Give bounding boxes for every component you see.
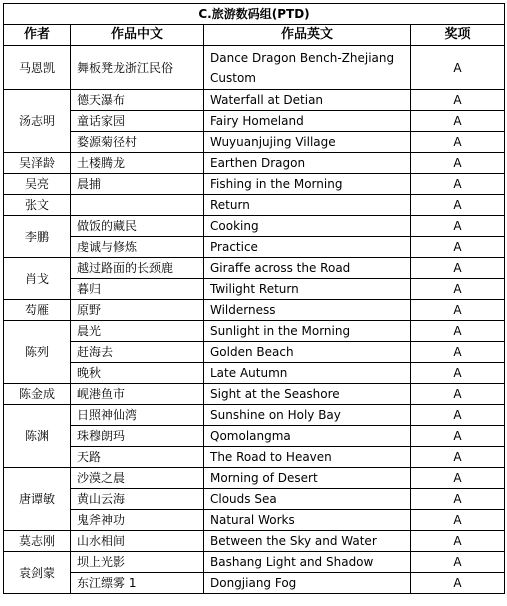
award-cell: A	[411, 447, 505, 468]
en-title-cell: Sunshine on Holy Bay	[204, 405, 411, 426]
award-cell: A	[411, 258, 505, 279]
cn-title-cell: 东江缥雾 1	[71, 573, 204, 594]
en-title-cell: Clouds Sea	[204, 489, 411, 510]
author-cell: 陈渊	[4, 405, 71, 468]
award-cell: A	[411, 90, 505, 111]
cn-title-cell: 婺源菊径村	[71, 132, 204, 153]
en-title-cell: Practice	[204, 237, 411, 258]
cn-title-cell: 赶海去	[71, 342, 204, 363]
cn-title-cell: 越过路面的长颈鹿	[71, 258, 204, 279]
en-title-cell: Fairy Homeland	[204, 111, 411, 132]
en-title-cell: Giraffe across the Road	[204, 258, 411, 279]
author-cell: 陈列	[4, 321, 71, 384]
table-row	[4, 405, 505, 426]
table-row	[4, 279, 505, 300]
award-cell: A	[411, 216, 505, 237]
en-title-cell: Natural Works	[204, 510, 411, 531]
award-cell: A	[411, 153, 505, 174]
author-cell: 李鹏	[4, 216, 71, 258]
award-cell: A	[411, 237, 505, 258]
award-cell: A	[411, 195, 505, 216]
table-row	[4, 258, 505, 279]
en-title-cell: Dance Dragon Bench-Zhejiang Custom	[204, 46, 411, 90]
table-row	[4, 111, 505, 132]
header-en-title: 作品英文	[204, 25, 411, 46]
table-title: C.旅游数码组(PTD)	[4, 4, 505, 25]
cn-title-cell: 晚秋	[71, 363, 204, 384]
cn-title-cell: 土楼腾龙	[71, 153, 204, 174]
award-cell: A	[411, 321, 505, 342]
table-row	[4, 300, 505, 321]
author-cell: 袁剑蒙	[4, 552, 71, 594]
table-row	[4, 342, 505, 363]
table-row	[4, 531, 505, 552]
award-cell: A	[411, 132, 505, 153]
cn-title-cell: 虔诚与修炼	[71, 237, 204, 258]
cn-title-cell	[71, 195, 204, 216]
cn-title-cell: 珠穆朗玛	[71, 426, 204, 447]
en-title-cell: Twilight Return	[204, 279, 411, 300]
table-row	[4, 363, 505, 384]
cn-title-cell: 晨捕	[71, 174, 204, 195]
table-row	[4, 195, 505, 216]
award-cell: A	[411, 111, 505, 132]
table-row	[4, 153, 505, 174]
cn-title-cell: 沙漠之晨	[71, 468, 204, 489]
award-cell: A	[411, 279, 505, 300]
table-row	[4, 384, 505, 405]
en-title-cell: Dongjiang Fog	[204, 573, 411, 594]
en-title-cell: Between the Sky and Water	[204, 531, 411, 552]
award-cell: A	[411, 426, 505, 447]
en-title-cell: Return	[204, 195, 411, 216]
table-row	[4, 132, 505, 153]
award-cell: A	[411, 405, 505, 426]
awards-table-body	[4, 4, 505, 594]
cn-title-cell: 黄山云海	[71, 489, 204, 510]
header-author: 作者	[4, 25, 71, 46]
table-row	[4, 321, 505, 342]
award-cell: A	[411, 468, 505, 489]
en-title-cell: Sunlight in the Morning	[204, 321, 411, 342]
table-row	[4, 237, 505, 258]
header-cn-title: 作品中文	[71, 25, 204, 46]
cn-title-cell: 日照神仙湾	[71, 405, 204, 426]
title-row	[4, 4, 505, 25]
header-row	[4, 25, 505, 46]
table-row	[4, 46, 505, 90]
table-row	[4, 426, 505, 447]
award-cell: A	[411, 552, 505, 573]
author-cell: 芶雁	[4, 300, 71, 321]
author-cell: 张文	[4, 195, 71, 216]
cn-title-cell: 德天瀑布	[71, 90, 204, 111]
table-row	[4, 216, 505, 237]
award-cell: A	[411, 384, 505, 405]
author-cell: 吴泽龄	[4, 153, 71, 174]
award-cell: A	[411, 46, 505, 90]
en-title-cell: Sight at the Seashore	[204, 384, 411, 405]
author-cell: 肖戈	[4, 258, 71, 300]
en-title-cell: Wilderness	[204, 300, 411, 321]
en-title-cell: Fishing in the Morning	[204, 174, 411, 195]
author-cell: 陈金成	[4, 384, 71, 405]
award-cell: A	[411, 573, 505, 594]
table-row	[4, 552, 505, 573]
award-cell: A	[411, 510, 505, 531]
cn-title-cell: 原野	[71, 300, 204, 321]
cn-title-cell: 做饭的藏民	[71, 216, 204, 237]
awards-table	[3, 3, 505, 594]
table-row	[4, 510, 505, 531]
header-award: 奖项	[411, 25, 505, 46]
cn-title-cell: 舞板凳龙浙江民俗	[71, 46, 204, 90]
cn-title-cell: 岘港鱼市	[71, 384, 204, 405]
en-title-cell: Late Autumn	[204, 363, 411, 384]
author-cell: 唐谭敏	[4, 468, 71, 531]
author-cell: 莫志刚	[4, 531, 71, 552]
en-title-cell: Golden Beach	[204, 342, 411, 363]
table-row	[4, 573, 505, 594]
en-title-cell: Cooking	[204, 216, 411, 237]
cn-title-cell: 鬼斧神功	[71, 510, 204, 531]
en-title-cell: Morning of Desert	[204, 468, 411, 489]
table-row	[4, 174, 505, 195]
en-title-cell: Waterfall at Detian	[204, 90, 411, 111]
award-cell: A	[411, 489, 505, 510]
author-cell: 汤志明	[4, 90, 71, 153]
table-row	[4, 447, 505, 468]
award-cell: A	[411, 342, 505, 363]
award-cell: A	[411, 531, 505, 552]
cn-title-cell: 童话家园	[71, 111, 204, 132]
award-cell: A	[411, 300, 505, 321]
cn-title-cell: 暮归	[71, 279, 204, 300]
table-row	[4, 90, 505, 111]
en-title-cell: Earthen Dragon	[204, 153, 411, 174]
cn-title-cell: 天路	[71, 447, 204, 468]
cn-title-cell: 山水相间	[71, 531, 204, 552]
author-cell: 吴亮	[4, 174, 71, 195]
table-row	[4, 489, 505, 510]
en-title-cell: The Road to Heaven	[204, 447, 411, 468]
en-title-cell: Qomolangma	[204, 426, 411, 447]
cn-title-cell: 坝上光影	[71, 552, 204, 573]
author-cell: 马恩凯	[4, 46, 71, 90]
table-row	[4, 468, 505, 489]
award-cell: A	[411, 363, 505, 384]
cn-title-cell: 晨光	[71, 321, 204, 342]
en-title-cell: Wuyuanjujing Village	[204, 132, 411, 153]
en-title-cell: Bashang Light and Shadow	[204, 552, 411, 573]
award-cell: A	[411, 174, 505, 195]
